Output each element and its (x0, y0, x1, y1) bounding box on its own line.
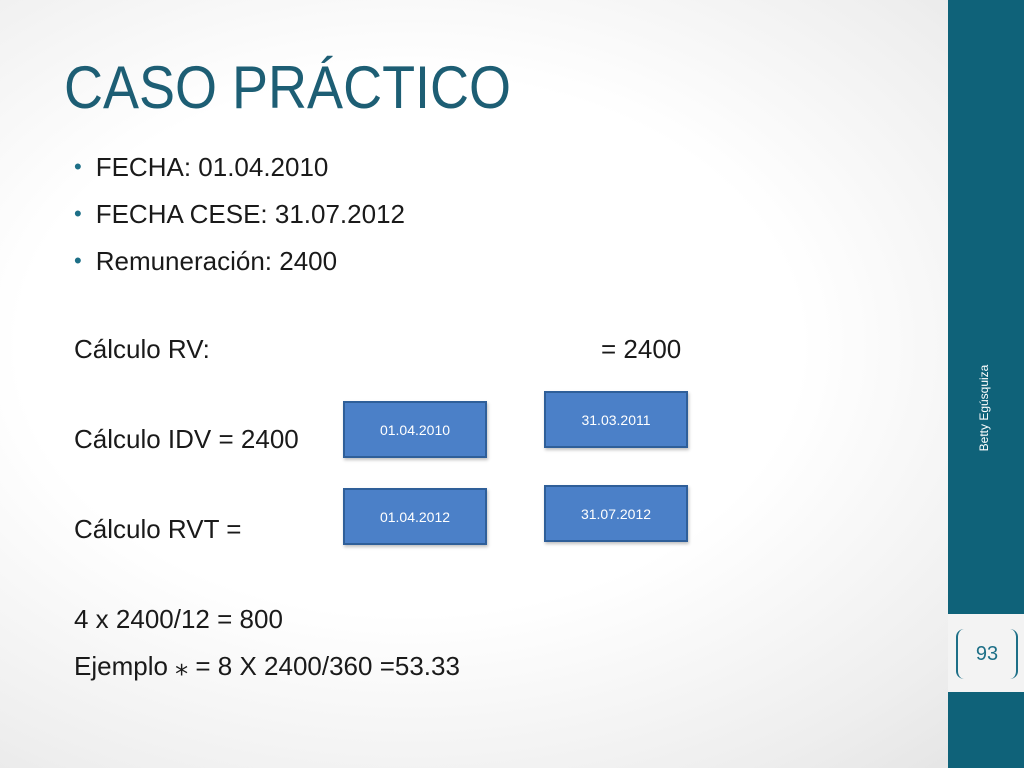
slide-title: CASO PRÁCTICO (64, 54, 512, 121)
date-box-end-2: 31.07.2012 (544, 485, 688, 542)
calc-rv-label: Cálculo RV: (74, 334, 210, 364)
formula-line: 4 x 2400/12 = 800 (74, 604, 283, 634)
bullet-fecha-cese: • FECHA CESE: 31.07.2012 (74, 197, 405, 244)
date-box-start-1: 01.04.2010 (343, 401, 487, 458)
date-box-end-1: 31.03.2011 (544, 391, 688, 448)
calc-rv-value: = 2400 (601, 334, 682, 364)
bullet-fecha: • FECHA: 01.04.2010 (74, 150, 405, 197)
bullet-remuneracion: • Remuneración: 2400 (74, 244, 405, 291)
bullet-list (74, 150, 405, 291)
example-line: Ejemplo ⁎ = 8 X 2400/360 =53.33 (74, 651, 460, 681)
date-box-start-2: 01.04.2012 (343, 488, 487, 545)
sidebar-author: Betty Egúsquiza (977, 364, 991, 452)
calc-rvt-line: Cálculo RVT = (74, 514, 242, 544)
page-number: 93 (975, 642, 999, 665)
calc-idv-line: Cálculo IDV = 2400 (74, 424, 299, 454)
